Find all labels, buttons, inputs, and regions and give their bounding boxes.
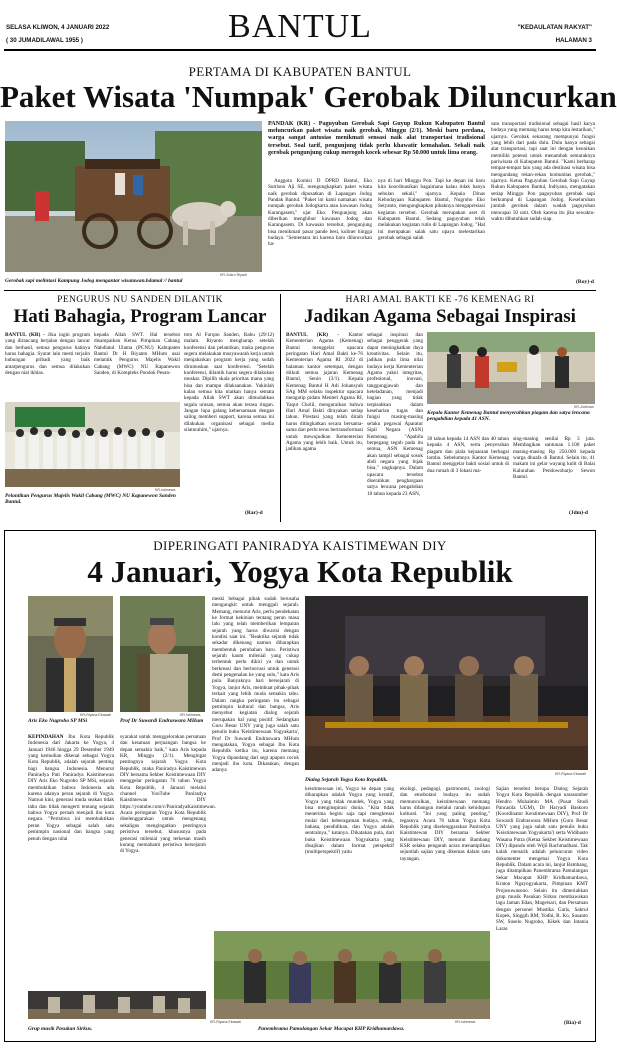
author-sign: (Ria)-d — [564, 1020, 581, 1026]
masthead-date: SELASA KLIWON, 4 JANUARI 2022 — [6, 24, 110, 31]
column-text: satu transportasi tradisional sebagai hasil karya budaya yang memang harus tetap kita lestarikan," ujarnya. Gerobak sekarang mempunyai fungsi yang lebih dari pada dulu. Dulu hanya sebagai alat transportasi, tapi saat ini dengan keunikan memiliki potensi untuk menambah semaraknya pariwisata di Kabupaten Bantul. "Kami berharap tempat-tempat lain yang ada destinasi wisata bisa mengundang rekan-rekan komunitas gerobak," ujarnya. Ketua Paguyuban Gerobak Sapi Guyup Rukun Kabupaten Bantul, Indiyana, mengatakan setiap Minggu Pon paguyuban gerobak sapi berkumpul di Lapangan Jodog. Keseluruhan jumlah gerobak dalam wadah paguyuban mencapai 50 unit. Oleh karena itu jika sewaktu-waktu dibutuhkan sudah siap. — [491, 121, 595, 223]
article-lead — [268, 121, 485, 176]
article-column-2 — [94, 332, 180, 402]
article-column-1 — [5, 332, 90, 402]
column-text: keistimewaan ini, Yogya ke depan yang diharapkan adalah Yogya yang kreatif, Yogya yang tidak mundek, Yogya yang bisa menginspirasi dunia. "Kita tidak menerima begitu saja tapi mengkreasi mulai dari keberagaman budaya, etnik, bahasa, pendidikan, dan Yogya adalah sentralnya," katanya. Dikatakan pula, dari buku Keistimewaan Yogyakarta yang disajikan dalam format perspektif (multiperspektif) yaitu — [305, 786, 394, 856]
newspaper-motto: "KEDAULATAN RAKYAT" — [517, 24, 592, 31]
dateline: PANDAK (KR) - — [268, 121, 316, 127]
article-column-2 — [378, 178, 485, 278]
article-column-4 — [305, 786, 394, 928]
article-column-6 — [496, 786, 588, 1020]
author-sign: (Rar)-d — [245, 510, 263, 516]
photo-credit: KR-Sukro Riyadi — [220, 273, 247, 277]
photo-caption: Panembrama Pamulangan Sekar Macapat KHP Kridhamardawa. — [258, 1026, 405, 1032]
column-text: Ibu Kota Republik Indonesia dari Jakarta ke Yogya, 4 Januari 1946 hingga 29 Desember 1949 yang kemudian dikenal sebagai Yogya Kota Republik, adalah sejarah penting bagi bangsa Indonesia. Menurut Paniradya Pati Paniradya Kaistimewan DIY Aris Eko Nugroho SP MSi, sejarah membuktikan bahwa Indonesia ada karena adanya peran sejarah di Yogya. Namun kini, generasi muda seakan tidak tahu dan tidak mengerti tentang sejarah bahwa Yogya pernah menjadi ibu kota negara. "Peristiwa ini membuktikan peran Yogya sebagai salah satu pemimpin nasional dan bangsa yang penuh dengan nilai — [28, 734, 114, 842]
photo-suwardi-endraswara — [120, 596, 205, 712]
column-text: ekologi, pedagogi, gastronomi, zoologi dan etnobotani budaya itu sudah memunculkan, keistimewaan memang harus dibangun melalui ranah kehidupan kultural. "Ini yang paling penting," tegasnya. Acara 76 tahun Yogya Kota Republik yang diselenggarakan Paniradya Kaistimewan DIY bersama Sekber Keistimewaan DIY, menurut Bambang KSR selaku pengarah acara menampilkan sejumlah sajian yang dikemas dalam satu tayangan. — [400, 786, 490, 862]
photo-credit: KR-Judiman — [574, 405, 594, 409]
column-text: 30 tahun kepada 14 ASN dan 40 tahun kepada 4 ASN, serta penyerahan piagam dan piala kejuaraan berbagai lomba. Sebelumnya Kantor Kemenag Bantul menggelar bakti sosial untuk di dua rumah di 3 lokasi ma- — [427, 436, 509, 474]
photo-credit: KR-Istimewa — [155, 488, 176, 492]
article-kicker: HARI AMAL BAKTI KE -76 KEMENAG RI — [345, 295, 535, 305]
photo-panembrama — [214, 931, 490, 1019]
page-number: HALAMAN 3 — [555, 37, 592, 44]
photo-grup-musik — [28, 991, 206, 1019]
photo-kemenag-penghargaan — [427, 332, 595, 404]
article-column-4 — [513, 436, 595, 512]
column-divider — [280, 294, 281, 522]
column-text: sing-masing senilai Rp 3 juta. Membagikan santunan 1.100 paket masing-masing Rp 250.000 kepada warga dhuafa di Bantul. Selain itu, 41 makam ini gelar wayang kulit di Balai Kalurahan Pendowoharjo Sewon Bantul. — [513, 436, 595, 481]
article-column-2 — [367, 332, 423, 518]
photo-credit: KR-Istimewa — [455, 1020, 476, 1024]
article-headline: Jadikan Agama Sebagai Inspirasi — [304, 306, 576, 327]
column-text: Sajian tersebut berupa Dialog Sejarah Yogya Kota Republik dengan narasumber Hendro Muhaimin MA (Pusat Studi Pancasila UGM), Dr Haryadi Baskoro (Koordinator Keistimewaan DIY), Prof Dr Suwardi Endraswara MHum (Guru Besar UNY yang juga salah satu penulis buku 'Keistimewaan Yogyakarta') serta Widihasto Wasana Putra (Ketua Sekber Keistimewaan DIY) dipandu oleh Wijil Rachmadhani. Tak kalah menarik adalah peluncuran video dokumenter mengenai Yogya Kota Republik. Dalam acara ini, lanjut Bambang, juga ditampilkan Panembrama Pamulangan Sekar Macapat KHP Kridhamardawa, Kraton Ngayogyakarta, Pimpinan KMT Projosuwasono. Selain itu dimeriahkan grup musik Pasukan Sirkus membawakan lagu Jaman Edan, Magersari, dan Persatuan dengan personel Mustika Garis, Sahrul Kopek, Singgih RM, Yodhi, R. Ko, Susanto SW, Suselo Nugroho, Kikek dan Intania Laras — [496, 786, 588, 932]
article-headline: Paket Wisata 'Numpak' Gerobak Diluncurkan — [0, 79, 617, 114]
masthead-divider — [4, 49, 596, 51]
author-sign: (Jdm)-d — [569, 510, 588, 516]
article-headline: Hati Bahagia, Program Lancar — [13, 306, 267, 327]
author-sign: (Roy)-d — [575, 279, 594, 285]
lead-text: Paguyuban Gerobak Sapi Guyup Rukun Kabupaten Bantul meluncurkan paket wisata naik gerobak, Minggu (2/1). Meski baru perdana, warga sangat antusias menikmati sensasi naik alat transportasi tradisional tersebut. Soal tarif, pengunjung tidak perlu khawatir kemahalan. Sekali naik gerobak pengunjung cukup merogoh kocek sebesar Rp 50.000 untuk lima orang. — [268, 121, 485, 156]
article-kicker: DIPERINGATI PANIRADYA KAISTIMEWAN DIY — [153, 538, 447, 553]
article-kicker: PERTAMA DI KABUPATEN BANTUL — [188, 64, 412, 79]
photo-caption: Pelantikan Pengurus Majelis Wakil Cabang (MWC) NU Kapanewon Sanden Bantul. — [5, 493, 176, 506]
dateline: KEPINDAHAN — [28, 734, 64, 740]
photo-credit: KR-Riyana Ekawati — [555, 772, 586, 776]
article-column-3 — [184, 332, 274, 508]
photo-credit: KR-Istimewa — [180, 713, 201, 717]
column-text: meski bebagai pihak sudah berusaha mengungkit untuk menggali sejarah. Memang, menurut Aris, perlu pendekatan ke format kekinian tentang peran masa lalu yang telah memberikan lemparan sejarah yang harus diwarisi dengan kondisi saat ini. "Reaktika sejarah tidak sekadar dikenang namun diharapkan membentuk perubahan baru. Peristiwa sejarah kaum milenial yang cukup terbentuk perlu dikiri ya dan untuk berkreasi dan berinovasi untuk generasi demi pengenalan ke yang solo," kata Aris pula. Banyaknya hari bersejarah di Yogya, lanjut Aris, membuat pihak-pihak terkait yang lebih muda semakin tahu. Dalam rangka peringatan itu sebagai pemimpin kultural dan bangsa, Aris menyebut kegiatan dialog sejarah merupakan hal yang positif. Sedangkan Guru Besar UNY yang juga salah satu penulis buku 'Keistimewaan Yogyakarta', Prof Dr Suwardi Endraswara MHum mengatakan, Yogya sebagai Ibu Kota Republik ketika itu, karena memang Yogya dipandang dari segi apapun cocok menjadi ibu kota. Dikatakan, dengan adanya — [212, 596, 299, 774]
article-column-1 — [268, 178, 372, 278]
photo-gerobak-sapi — [5, 121, 262, 272]
photo-pelantikan-nu — [5, 402, 180, 487]
photo-aris-eko-nugroho — [28, 596, 113, 712]
article-kicker: PENGURUS NU SANDEN DILANTIK — [57, 295, 223, 305]
photo-credit: KR-Riyana Ekawati — [80, 713, 111, 717]
column-text: Jika ingin program yang dirancang berjalan dengan lancar dan berhasil, semua pengurus hatinya harus bahagia. Syarat lain mesti terjalin hubungan pribadi yang baik antarpengurus dan semua dilakukan dengan niat ikhlas. — [5, 332, 91, 377]
column-text: Anggota Komisi D DPRD Bantul, Eko Sutrisno Aji SE, mengungkapkan paket wisata naik gerobak dipusatkan di Lapangan Jodog Pandak Bantul. "Paket ini kami namakan wisata numpak gerobak Jodogkarta atau kawasan Jodog Karangasem," ujar Eko. Pengunjung akan diberikan menghibur kawasan Jodog dan Karangasem. Di kawasan tersebut, pengunjung bisa menikmati pasar pande besi, kuliner hingga budaya. "Sementara ini karena baru diluncurkan ha- — [268, 178, 372, 248]
article-column-5 — [400, 786, 490, 928]
photo-caption: Prof Dr Suwardi Endraswara MHum — [120, 718, 204, 724]
article-column-2 — [120, 734, 216, 988]
section-divider — [4, 290, 596, 291]
article-column-1 — [286, 332, 363, 518]
dateline: BANTUL (KR) - — [5, 332, 45, 338]
column-text: tren Al Furqon Sanden, Rabu (29/12) malam. Riyanto mengharap setelah konferensi dan pelantikan, maka pengurus segera melakukan musyawarah kerja untuk menjabarkan program kerja yang sudah dirumuskan saat konferensi. "Setelah konferensi, dilantik harus segera dilakukan muskar. Dipilih skala prioritas mana yang bisa dan mampu dilaksanakan. Yakinlah kalau semua kita niatkan hanya semata kepada Allah SWT akan dimudahkan segala urusan, semua akan terasa ringan. Jangan lupa galang kebersamaan dengan saling memberi support, karena semua ini dilakukan organisasi sebagai media silaturahim," ujarnya. — [184, 332, 274, 434]
column-text: sebagai inspirasi dan sebagai penggerak yang dapat meningkatkan daya kreativitas. Selain itu, jadikan pula lima nilai budaya kerja Kementerian Agama yakni integritas, profesional, inovasi, tanggungjawab dan keteladanan, menjadi bagian yang tidak terpisahkan dalam keseharian tugas dan fungsi masing-masing selaku pegawai Aparatur Sipil Negara (ASN) Kemenag. "Apabila berpegang teguh pada itu semua, ASN Kemenag akan tampil sebagai sosok abdi negara yang bijak bisa," ungkapnya. Dalam upacara tersebut diserahkan penghargaan satya lencana pengabdian 10 tahun kepada 23 ASN, — [367, 332, 423, 497]
column-text: Kantor Kementerian Agama (Kemenag) Bantul menggelar upacara peringatan Hari Amal Bakti ke-76 Kementerian Agama RI 2022 di halaman kantor setempat, dengan diikuti semua jajaran Kemenag Bantul, Senin (3/1). Kepala Kemenag Bantul H Adi Johansyah SAg MM selaku inspektur upacara mengutip pidato Menteri Agama RI, Yaqut Cholil, menguraikan bahwa Hari Amal Bakti dirayakan setiap tahun. Prestasi yang telah diraih harus ditingkatkan secara bersama-sama dan perlu terus bertransformasi untuk mewujudkan Kementerian Agama yang lebih baik. Untuk itu, jadikan agama — [286, 332, 364, 453]
section-title: BANTUL — [228, 8, 372, 45]
article-column-3 — [491, 121, 595, 279]
dateline: BANTUL (KR) - — [286, 332, 340, 338]
article-column-1 — [28, 734, 114, 988]
photo-caption: Aris Eko Nugroho SP MSi — [28, 718, 88, 724]
article-column-3 — [427, 436, 509, 516]
article-headline: 4 Januari, Yogya Kota Republik — [87, 554, 513, 589]
photo-caption: Kepala Kantor Kemenag Bantul menyerahkan piagam dan satya lencana pengabdian kepada 41 ASN. — [427, 410, 590, 423]
photo-caption: Dialog Sejarah Yogya Kota Republik. — [305, 777, 388, 783]
photo-dialog-sejarah — [305, 596, 588, 770]
photo-caption: Grup musik Pasukan Sirkus. — [28, 1026, 93, 1032]
column-text: syarakat untuk menggelorakan persatuan dan kesatuan perjuangan bangsa ke depan semakin baik," kata Aris kepada KR, Minggu (2/1). Mengingat pentingnya sejarah Yogya Kota Republik, maka Paniradya Kaistimewan DIY bersama Sekber Keistimewaan DIY menggelar peringatan 76 tahun Yogya Kota Republik, 4 Januari melalui channel YouTube Paniradya Kaistimewan DIY https://youtube.com/c/PaniradyaKaistimewan. Acara peringatan Yogya Kota Republik diselenggarakan untuk mengenang sekaligus mengingatkan pentingnya peristiwa tersebut, khususnya pada generasi milenial yang terkesan masih kurang memahami peristiwa bersejarah di Yogya. — [120, 734, 216, 855]
photo-caption: Gerobak sapi melintasi Kampung Jodog mengantar wisatawan.bdamal // bantul — [5, 278, 183, 284]
column-text: kepada Allah SWT. Hal tersebut disampaikan Ketua Pimpinan Cabang Nahdlatul Ulama (PCNU) Kabupaten Bantul Dr H Riyanto MHum usai melantik Pengurus Majelis Wakil Cabang (MWC) NU Kapanewon Sanden, di Kompleks Pondok Pesan- — [94, 332, 180, 377]
article-column-3 — [212, 596, 299, 988]
column-text: nya di hari Minggu Pon. Tapi ke depan ini baru kita koordinasikan bagaimana kalau tidak hanya sebulan sekali," ujarnya. Kepala Dinas Kebudayaan Kabupaten Bantul, Nugroho Eko Setyanto, mengungkapkan pihaknya mengapresiasi kegiatan tersebut. Gerobak merupakan aset di Kabupaten Bantul. Sedang paguyuban telah melakukan kegiatan rutin di Lapangan Jodog. "Hal ini merupakan salah satu upaya melestarikan gerobak sebagai salah — [378, 178, 485, 242]
masthead-hijri-date: ( 30 JUMADILAWAL 1955 ) — [6, 37, 83, 44]
photo-credit: KR-Riyana Ekawati — [210, 1020, 241, 1024]
